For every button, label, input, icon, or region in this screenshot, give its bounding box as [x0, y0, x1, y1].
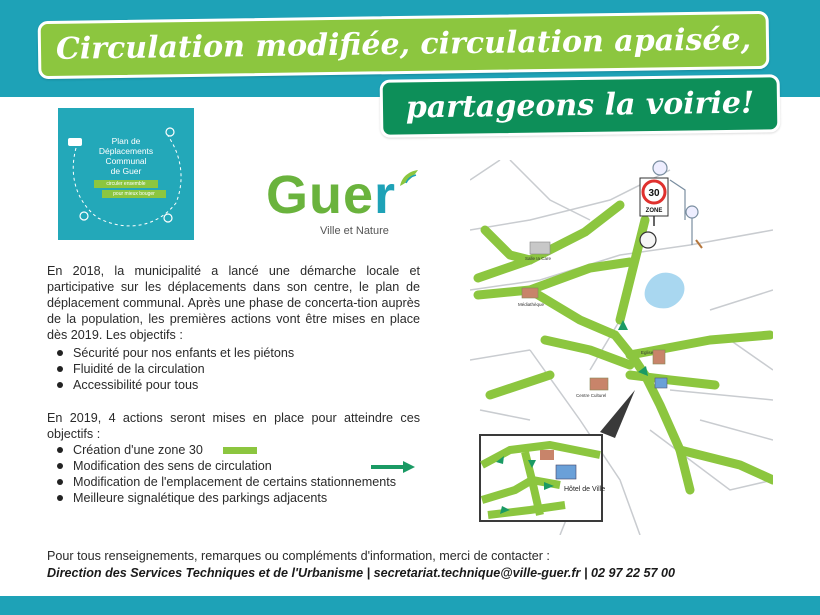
- list-item: Modification des sens de circulation: [55, 458, 425, 474]
- list-item: Meilleure signalétique des parkings adjacents: [55, 490, 425, 506]
- footer-band: [0, 596, 820, 615]
- brochure-cover: [58, 108, 194, 240]
- zone-speed: 30: [648, 188, 660, 199]
- map-label-salle: Salle Ia Care: [525, 256, 552, 261]
- actions-list: [55, 442, 425, 506]
- contact-intro: Pour tous renseignements, remarques ou compléments d'information, merci de contacter :: [47, 549, 550, 563]
- headline-banner: Circulation modifiée, circulation apaisée,: [38, 11, 770, 79]
- list-item: Création d'une zone 30: [55, 442, 425, 458]
- map-label-mediatheque: Médiathèque: [518, 302, 545, 307]
- town-map: [470, 160, 773, 535]
- cover-title: Plan de Déplacements Communal de Guer: [98, 136, 154, 176]
- zone-label: ZONE: [645, 208, 663, 214]
- one-way-arrow-icon: [371, 461, 415, 473]
- inset-map: [480, 435, 605, 521]
- cover-tag-2: pour mieux bouger: [102, 190, 166, 198]
- leaf-icon: [398, 168, 420, 188]
- list-item: Accessibilité pour tous: [55, 377, 425, 393]
- list-item: Fluidité de la circulation: [55, 361, 425, 377]
- subheadline-banner: partageons la voirie!: [380, 74, 781, 138]
- actions-paragraph: En 2019, 4 actions seront mises en place pour atteindre ces objectifs :: [47, 411, 420, 441]
- objectives-list: [55, 345, 425, 393]
- intro-paragraph: En 2018, la municipalité a lancé une démarche locale et participative sur les déplacements dans son centre, le plan de déplacement communal. Après une phase de concerta-tion auprès de la population, les premières actions vont être mises en place dès 2019. Les objectifs :: [47, 264, 420, 342]
- map-label-eglise: Eglise: [641, 350, 654, 355]
- logo-tagline: Ville et Nature: [320, 225, 389, 237]
- cover-tag-1: circuler ensemble: [94, 180, 158, 188]
- guer-logo: Guer: [266, 165, 397, 225]
- inset-label-hotel: Hôtel de Ville: [564, 486, 606, 493]
- map-label-centre: Centre Culturel: [576, 393, 607, 398]
- list-item: Sécurité pour nos enfants et les piétons: [55, 345, 425, 361]
- list-item: Modification de l'emplacement de certains stationnements: [55, 474, 425, 490]
- contact-details: Direction des Services Techniques et de l'Urbanisme | secretariat.technique@ville-guer.fr | 02 97 22 57 00: [47, 566, 676, 580]
- zone30-legend-bar: [223, 447, 257, 454]
